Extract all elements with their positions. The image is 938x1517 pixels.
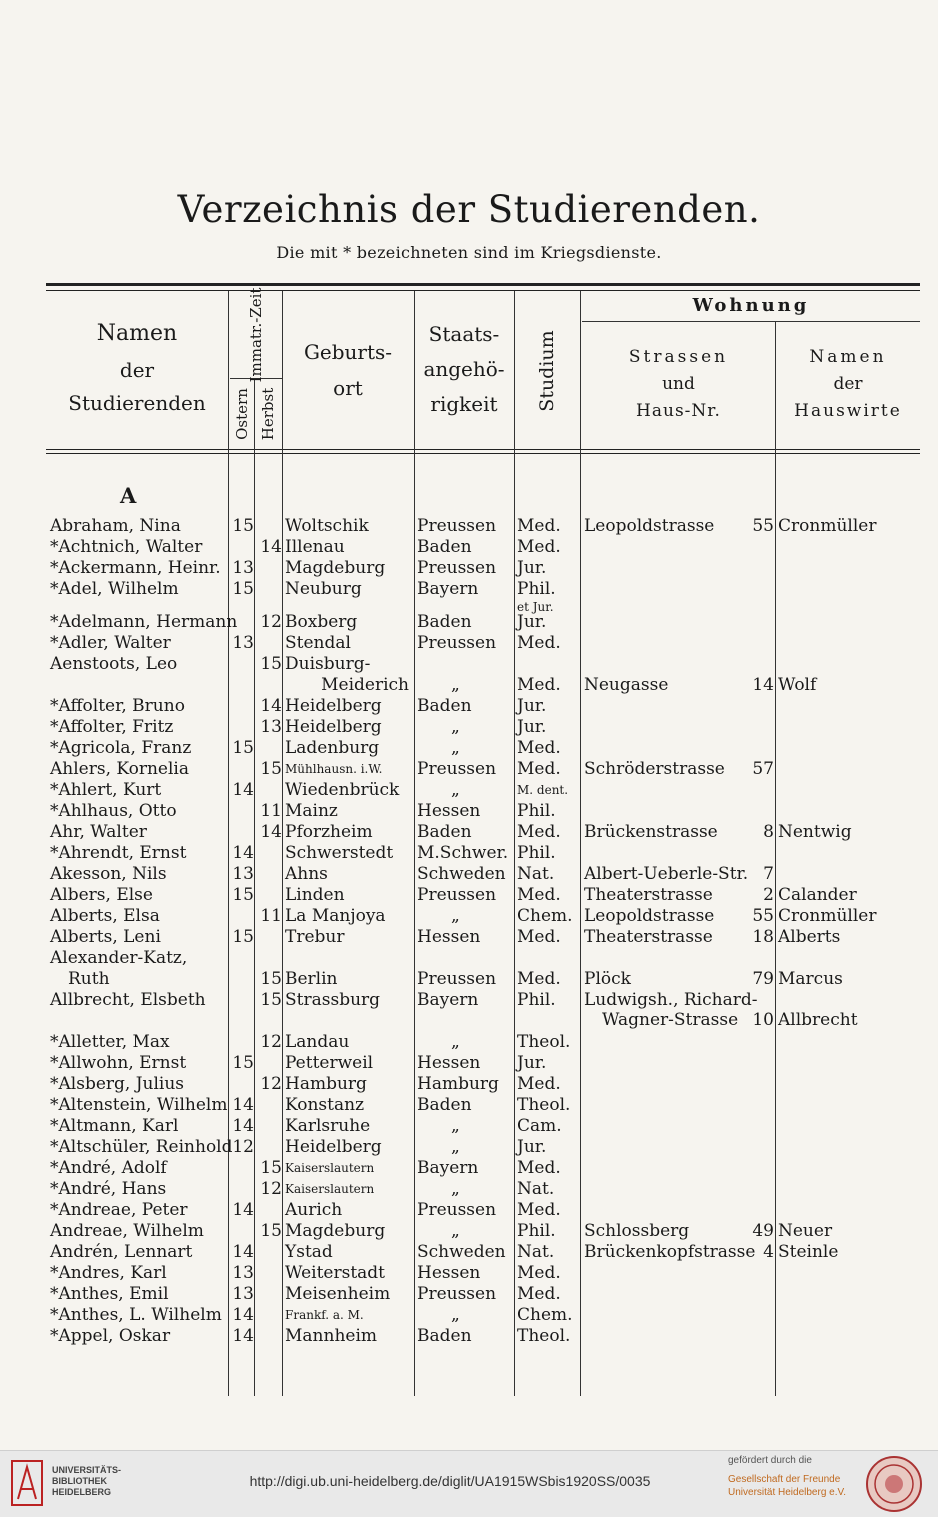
street: Ludwigsh., Richard-	[584, 990, 758, 1010]
header-ostern: Ostern	[233, 388, 251, 440]
house-number: 55	[752, 906, 774, 926]
subject: Med.	[517, 516, 561, 536]
table-row	[0, 675, 938, 696]
immatr-ostern: 13	[232, 558, 254, 578]
subject: Med.	[517, 1263, 561, 1283]
table-row	[0, 1095, 938, 1116]
birthplace: Trebur	[285, 927, 345, 947]
birthplace: Frankf. a. M.	[285, 1308, 364, 1322]
nationality: „	[451, 1305, 460, 1325]
street: Brückenstrasse	[584, 822, 718, 842]
immatr-herbst: 12	[260, 1074, 282, 1094]
sponsor-label: gefördert durch die	[728, 1455, 812, 1466]
table-row	[0, 1116, 938, 1137]
student-name: *Andreae, Peter	[50, 1200, 188, 1220]
subject: Med.	[517, 759, 561, 779]
birthplace: Petterweil	[285, 1053, 374, 1073]
landlord: Wolf	[778, 675, 817, 695]
birthplace: Meiderich	[321, 675, 409, 695]
header-geburtsort-2: ort	[333, 376, 363, 400]
subject: Nat.	[517, 1242, 555, 1262]
nationality: „	[451, 780, 460, 800]
table-row	[0, 1221, 938, 1242]
subject: Jur.	[517, 1137, 547, 1157]
birthplace: Kaiserslautern	[285, 1182, 375, 1196]
subject: Theol.	[517, 1326, 571, 1346]
table-row	[0, 1242, 938, 1263]
nationality: Preussen	[417, 1284, 497, 1304]
subject: Med.	[517, 738, 561, 758]
table-row	[0, 948, 938, 969]
university-seal-icon	[864, 1455, 924, 1513]
student-name: *Affolter, Bruno	[50, 696, 185, 716]
street: Schröderstrasse	[584, 759, 725, 779]
table-row	[0, 1032, 938, 1053]
table-row	[0, 1200, 938, 1221]
student-name: *Ackermann, Heinr.	[50, 558, 221, 578]
header-hauswirte-2: der	[833, 374, 863, 394]
landlord: Steinle	[778, 1242, 839, 1262]
birthplace: Pforzheim	[285, 822, 373, 842]
birthplace: Duisburg-	[285, 654, 371, 674]
subject: et Jur.	[517, 600, 554, 614]
house-number: 55	[752, 516, 774, 536]
nationality: „	[451, 1221, 460, 1241]
landlord: Cronmüller	[778, 906, 877, 926]
header-immatr-zeit: Immatr.-Zeit	[247, 287, 265, 383]
page-title: Verzeichnis der Studierenden.	[177, 188, 761, 231]
immatr-herbst: 11	[260, 801, 282, 821]
subject: Theol.	[517, 1032, 571, 1052]
landlord: Neuer	[778, 1221, 833, 1241]
nationality: Baden	[417, 696, 472, 716]
immatr-ostern: 14	[232, 1242, 254, 1262]
student-name: *Adelmann, Hermann	[50, 612, 238, 632]
subject: M. dent.	[517, 783, 569, 797]
birthplace: Mühlhausn. i.W.	[285, 762, 383, 776]
nationality: Preussen	[417, 969, 497, 989]
subject: Med.	[517, 822, 561, 842]
nationality: Bayern	[417, 1158, 479, 1178]
birthplace: Woltschik	[285, 516, 369, 536]
street: Albert-Ueberle-Str.	[584, 864, 749, 884]
nationality: Preussen	[417, 516, 497, 536]
immatr-herbst: 15	[260, 1221, 282, 1241]
house-number: 14	[752, 675, 774, 695]
nationality: Bayern	[417, 579, 479, 599]
house-number: 18	[752, 927, 774, 947]
table-row	[0, 1284, 938, 1305]
immatr-ostern: 15	[232, 885, 254, 905]
landlord: Nentwig	[778, 822, 852, 842]
header-bottom-rule-2	[46, 453, 920, 454]
header-namen-2: der	[119, 358, 155, 382]
table-row	[0, 537, 938, 558]
subject: Med.	[517, 537, 561, 557]
street: Theaterstrasse	[584, 885, 713, 905]
table-row	[0, 1263, 938, 1284]
street: Schlossberg	[584, 1221, 690, 1241]
table-top-rule-thin	[46, 290, 920, 291]
student-name: Albers, Else	[50, 885, 153, 905]
birthplace: Aurich	[285, 1200, 343, 1220]
immatr-ostern: 13	[232, 864, 254, 884]
header-bottom-rule	[46, 449, 920, 450]
immatr-ostern: 14	[232, 1116, 254, 1136]
birthplace: Berlin	[285, 969, 338, 989]
nationality: „	[451, 1137, 460, 1157]
table-row	[0, 906, 938, 927]
subject: Jur.	[517, 612, 547, 632]
birthplace: Ladenburg	[285, 738, 380, 758]
table-row	[0, 558, 938, 579]
student-name: *André, Adolf	[50, 1158, 167, 1178]
nationality: „	[451, 675, 460, 695]
table-row	[0, 1053, 938, 1074]
table-row	[0, 780, 938, 801]
student-name: *Ahlhaus, Otto	[50, 801, 177, 821]
table-row	[0, 822, 938, 843]
table-row	[0, 654, 938, 675]
immatr-ostern: 14	[232, 1200, 254, 1220]
header-geburtsort-1: Geburts-	[303, 340, 393, 364]
subject: Med.	[517, 1284, 561, 1304]
street: Plöck	[584, 969, 631, 989]
nationality: Hessen	[417, 1263, 481, 1283]
immatr-ostern: 15	[232, 738, 254, 758]
immatr-ostern: 13	[232, 1284, 254, 1304]
birthplace: Magdeburg	[285, 1221, 386, 1241]
subject: Med.	[517, 969, 561, 989]
nationality: Preussen	[417, 1200, 497, 1220]
header-namen-1: Namen	[96, 321, 178, 346]
subject: Phil.	[517, 801, 556, 821]
birthplace: Konstanz	[285, 1095, 365, 1115]
landlord: Marcus	[778, 969, 843, 989]
birthplace: Mainz	[285, 801, 338, 821]
nationality: Preussen	[417, 759, 497, 779]
table-row	[0, 738, 938, 759]
student-name: *Anthes, L. Wilhelm	[50, 1305, 222, 1325]
subject: Cam.	[517, 1116, 562, 1136]
birthplace: Ahns	[285, 864, 328, 884]
nationality: Baden	[417, 612, 472, 632]
table-row	[0, 516, 938, 537]
table-row	[0, 864, 938, 885]
table-row	[0, 801, 938, 822]
table-top-rule-thick	[46, 283, 920, 286]
subject: Med.	[517, 927, 561, 947]
student-name: *Ahrendt, Ernst	[50, 843, 187, 863]
header-herbst: Herbst	[259, 387, 277, 441]
nationality: Preussen	[417, 633, 497, 653]
subject: Nat.	[517, 864, 555, 884]
subject: Jur.	[517, 717, 547, 737]
library-name: UNIVERSITÄTS- BIBLIOTHEK HEIDELBERG	[52, 1465, 122, 1497]
subject: Phil.	[517, 579, 556, 599]
student-name: *Achtnich, Walter	[50, 537, 203, 557]
student-name: *Ahlert, Kurt	[50, 780, 162, 800]
immatr-ostern: 14	[232, 1095, 254, 1115]
immatr-ostern: 14	[232, 1326, 254, 1346]
nationality: Bayern	[417, 990, 479, 1010]
birthplace: Boxberg	[285, 612, 358, 632]
student-name: *Affolter, Fritz	[50, 717, 174, 737]
immatr-ostern: 12	[232, 1137, 254, 1157]
table-row	[0, 1326, 938, 1347]
student-name: Ruth	[68, 969, 110, 989]
subject: Jur.	[517, 558, 547, 578]
nationality: „	[451, 1032, 460, 1052]
nationality: Hamburg	[417, 1074, 499, 1094]
street: Neugasse	[584, 675, 669, 695]
birthplace: Stendal	[285, 633, 351, 653]
nationality: Preussen	[417, 558, 497, 578]
table-row	[0, 927, 938, 948]
immatr-herbst: 15	[260, 1158, 282, 1178]
student-name: Ahlers, Kornelia	[50, 759, 190, 779]
table-row	[0, 633, 938, 654]
student-name: *Alsberg, Julius	[50, 1074, 185, 1094]
street: Theaterstrasse	[584, 927, 713, 947]
birthplace: Linden	[285, 885, 345, 905]
header-strassen-1: Strassen	[628, 347, 729, 367]
subject: Med.	[517, 1074, 561, 1094]
street: Leopoldstrasse	[584, 906, 715, 926]
student-name: *Altenstein, Wilhelm	[50, 1095, 228, 1115]
header-staat-1: Staats-	[428, 322, 500, 346]
student-name: Aenstoots, Leo	[50, 654, 178, 674]
house-number: 10	[752, 1010, 774, 1030]
table-row	[0, 1137, 938, 1158]
subject: Jur.	[517, 1053, 547, 1073]
header-strassen-3: Haus-Nr.	[636, 401, 721, 421]
footer-bar	[0, 1450, 938, 1517]
table-row	[0, 612, 938, 633]
page-subtitle: Die mit * bezeichneten sind im Kriegsdienste.	[276, 243, 662, 262]
student-name: *Altschüler, Reinhold	[50, 1137, 233, 1157]
immatr-herbst: 12	[260, 1032, 282, 1052]
house-number: 7	[763, 864, 774, 884]
birthplace: Strassburg	[285, 990, 381, 1010]
birthplace: Kaiserslautern	[285, 1161, 375, 1175]
student-name: *Agricola, Franz	[50, 738, 192, 758]
immatr-herbst: 12	[260, 612, 282, 632]
student-name: *Altmann, Karl	[50, 1116, 179, 1136]
immatr-ostern: 14	[232, 843, 254, 863]
source-url[interactable]: http://digi.ub.uni-heidelberg.de/diglit/UA1915WSbis1920SS/0035	[249, 1473, 651, 1489]
nationality: „	[451, 1179, 460, 1199]
immatr-herbst: 14	[260, 537, 282, 557]
house-number: 2	[763, 885, 774, 905]
immatr-ostern: 15	[232, 516, 254, 536]
student-name: *Allwohn, Ernst	[50, 1053, 187, 1073]
birthplace: Heidelberg	[285, 696, 382, 716]
student-name: *Appel, Oskar	[50, 1326, 171, 1346]
house-number: 8	[763, 822, 774, 842]
immatr-ostern: 15	[232, 927, 254, 947]
birthplace: Mannheim	[285, 1326, 378, 1346]
birthplace: Neuburg	[285, 579, 362, 599]
immatr-herbst: 15	[260, 969, 282, 989]
birthplace: La Manjoya	[285, 906, 386, 926]
immatr-ostern: 15	[232, 579, 254, 599]
immatr-herbst: 14	[260, 822, 282, 842]
student-name: Alberts, Elsa	[50, 906, 160, 926]
birthplace: Hamburg	[285, 1074, 367, 1094]
immatr-herbst: 14	[260, 696, 282, 716]
table-row	[0, 969, 938, 990]
nationality: M.Schwer.	[417, 843, 509, 863]
table-row	[0, 717, 938, 738]
table-row	[0, 759, 938, 780]
birthplace: Schwerstedt	[285, 843, 394, 863]
nationality: „	[451, 1116, 460, 1136]
nationality: Baden	[417, 1095, 472, 1115]
header-hauswirte-1: Namen	[809, 347, 887, 367]
table-row	[0, 1158, 938, 1179]
table-row	[0, 990, 938, 1011]
library-logo-icon	[10, 1459, 44, 1507]
table-row	[0, 885, 938, 906]
student-name: Allbrecht, Elsbeth	[50, 990, 206, 1010]
nationality: Hessen	[417, 801, 481, 821]
nationality: „	[451, 717, 460, 737]
table-row	[0, 1179, 938, 1200]
header-hauswirte-3: Hauswirte	[794, 401, 902, 421]
table-row	[0, 1305, 938, 1326]
nationality: Preussen	[417, 885, 497, 905]
house-number: 49	[752, 1221, 774, 1241]
student-name: *Andres, Karl	[50, 1263, 167, 1283]
subject: Nat.	[517, 1179, 555, 1199]
header-strassen-2: und	[662, 374, 695, 394]
sponsor-name: Gesellschaft der Freunde Universität Heidelberg e.V.	[728, 1474, 847, 1498]
birthplace: Magdeburg	[285, 558, 386, 578]
student-name: *Adel, Wilhelm	[50, 579, 179, 599]
nationality: Baden	[417, 1326, 472, 1346]
birthplace: Illenau	[285, 537, 345, 557]
subject: Chem.	[517, 1305, 573, 1325]
landlord: Alberts	[778, 927, 841, 947]
header-staat-3: rigkeit	[430, 392, 498, 416]
immatr-herbst: 12	[260, 1179, 282, 1199]
immatr-herbst: 15	[260, 654, 282, 674]
subject: Phil.	[517, 1221, 556, 1241]
subject: Med.	[517, 1200, 561, 1220]
subject: Phil.	[517, 843, 556, 863]
birthplace: Karlsruhe	[285, 1116, 371, 1136]
header-wohnung: Wohnung	[692, 295, 810, 316]
immatr-herbst: 15	[260, 990, 282, 1010]
landlord: Cronmüller	[778, 516, 877, 536]
student-name: Alberts, Leni	[50, 927, 161, 947]
street: Wagner-Strasse	[602, 1010, 739, 1030]
birthplace: Meisenheim	[285, 1284, 391, 1304]
nationality: Schweden	[417, 864, 506, 884]
nationality: „	[451, 906, 460, 926]
house-number: 57	[752, 759, 774, 779]
header-namen-3: Studierenden	[68, 391, 206, 415]
subject: Chem.	[517, 906, 573, 926]
subject: Med.	[517, 885, 561, 905]
immatr-herbst: 11	[260, 906, 282, 926]
immatr-ostern: 15	[232, 1053, 254, 1073]
header-staat-2: angehö-	[423, 357, 505, 381]
student-name: Alexander-Katz,	[50, 948, 188, 968]
subject: Med.	[517, 633, 561, 653]
nationality: Baden	[417, 537, 472, 557]
landlord: Allbrecht	[778, 1010, 858, 1030]
birthplace: Heidelberg	[285, 1137, 382, 1157]
student-name: Akesson, Nils	[50, 864, 167, 884]
student-name: *Alletter, Max	[50, 1032, 170, 1052]
subject: Theol.	[517, 1095, 571, 1115]
birthplace: Wiedenbrück	[285, 780, 400, 800]
header-studium: Studium	[536, 330, 558, 412]
student-name: Ahr, Walter	[50, 822, 147, 842]
birthplace: Ystad	[285, 1242, 333, 1262]
birthplace: Landau	[285, 1032, 350, 1052]
birthplace: Heidelberg	[285, 717, 382, 737]
birthplace: Weiterstadt	[285, 1263, 386, 1283]
house-number: 79	[752, 969, 774, 989]
table-row	[0, 843, 938, 864]
immatr-ostern: 13	[232, 633, 254, 653]
nationality: Hessen	[417, 927, 481, 947]
student-name: Andrén, Lennart	[50, 1242, 193, 1262]
landlord: Calander	[778, 885, 857, 905]
subject: Med.	[517, 1158, 561, 1178]
table-row	[0, 1010, 938, 1031]
student-name: *Adler, Walter	[50, 633, 171, 653]
table-row	[0, 696, 938, 717]
table-row	[0, 1074, 938, 1095]
wohnung-underline	[582, 321, 920, 322]
section-letter: A	[120, 483, 137, 508]
subject: Jur.	[517, 696, 547, 716]
student-name: *André, Hans	[50, 1179, 167, 1199]
subject: Phil.	[517, 990, 556, 1010]
immatr-ostern: 14	[232, 1305, 254, 1325]
student-name: Andreae, Wilhelm	[50, 1221, 204, 1241]
student-name: Abraham, Nina	[50, 516, 181, 536]
nationality: Hessen	[417, 1053, 481, 1073]
street: Leopoldstrasse	[584, 516, 715, 536]
student-name: *Anthes, Emil	[50, 1284, 169, 1304]
nationality: „	[451, 738, 460, 758]
immatr-ostern: 14	[232, 780, 254, 800]
nationality: Schweden	[417, 1242, 506, 1262]
immatr-ostern: 13	[232, 1263, 254, 1283]
subject: Med.	[517, 675, 561, 695]
immatr-herbst: 15	[260, 759, 282, 779]
nationality: Baden	[417, 822, 472, 842]
house-number: 4	[763, 1242, 774, 1262]
immatr-herbst: 13	[260, 717, 282, 737]
street: Brückenkopfstrasse	[584, 1242, 756, 1262]
